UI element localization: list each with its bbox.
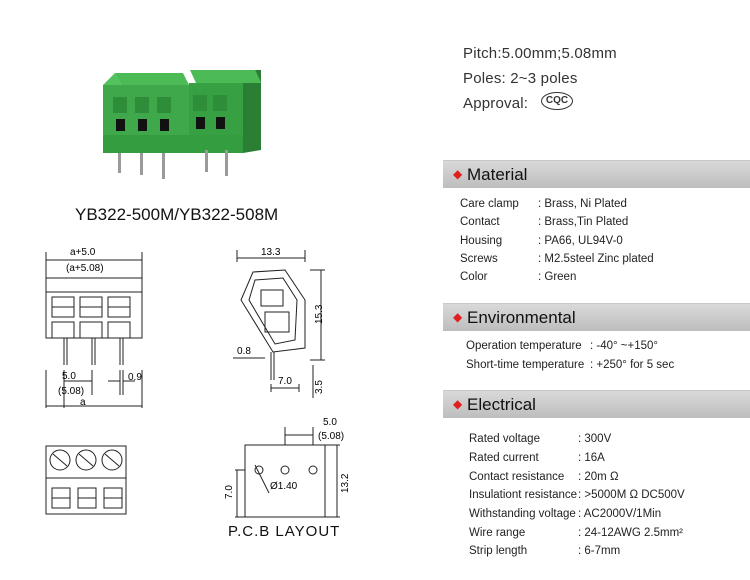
env-value-0: : -40° ~+150°	[590, 340, 659, 352]
elec-label-0: Rated voltage	[469, 433, 540, 445]
elec-value-2: : 20m Ω	[578, 471, 619, 483]
material-label-2: Housing	[460, 235, 503, 247]
environmental-header	[443, 303, 750, 331]
cqc-logo	[541, 92, 573, 110]
dim-p70: 7.0	[224, 485, 235, 499]
bullet-icon: ◆	[453, 167, 463, 181]
electrical-title: Electrical	[467, 395, 536, 414]
top-view-drawing	[40, 440, 140, 520]
dim-p508: (5.08)	[318, 431, 345, 442]
product-image	[85, 55, 275, 185]
elec-value-0: : 300V	[578, 433, 612, 445]
bullet-icon: ◆	[453, 397, 463, 411]
material-header	[443, 160, 750, 188]
pitch-spec: Pitch:5.00mm;5.08mm	[463, 45, 617, 62]
elec-value-6: : 6-7mm	[578, 545, 621, 557]
material-value-3: : M2.5steel Zinc plated	[538, 253, 654, 265]
environmental-title: Environmental	[467, 308, 576, 327]
dim-w50: 5.0	[62, 371, 76, 382]
bullet-icon: ◆	[453, 310, 463, 324]
material-label-1: Contact	[460, 216, 500, 228]
cqc-mark: CQC	[545, 95, 569, 106]
elec-label-2: Contact resistance	[469, 471, 565, 483]
material-value-1: : Brass,Tin Plated	[538, 216, 629, 228]
elec-value-5: : 24-12AWG 2.5mm²	[578, 527, 684, 539]
material-value-0: : Brass, Ni Plated	[538, 198, 627, 210]
approval-label: Approval:	[463, 95, 529, 112]
elec-value-4: : AC2000V/1Min	[578, 508, 662, 520]
pcb-layout-drawing	[215, 415, 365, 525]
pcb-layout-caption: P.C.B LAYOUT	[228, 523, 341, 540]
env-value-1: : +250° for 5 sec	[590, 359, 675, 371]
material-label-3: Screws	[460, 253, 498, 265]
material-value-2: : PA66, UL94V-0	[538, 235, 623, 247]
elec-label-6: Strip length	[469, 545, 528, 557]
dim-35: 3.5	[314, 380, 325, 394]
model-number: YB322-500M/YB322-508M	[75, 205, 279, 224]
env-label-1: Short-time temperature	[466, 359, 585, 371]
side-view-drawing	[225, 240, 340, 405]
dim-p50: 5.0	[323, 417, 337, 428]
material-label-0: Care clamp	[460, 198, 519, 210]
material-value-4: : Green	[538, 271, 577, 283]
dim-133: 13.3	[261, 247, 281, 258]
dim-09: 0.9	[128, 372, 142, 383]
dim-w508: (5.08)	[58, 386, 85, 397]
elec-value-3: : >5000M Ω DC500V	[578, 489, 685, 501]
elec-label-1: Rated current	[469, 452, 539, 464]
dim-a: a	[80, 397, 86, 408]
dim-08: 0.8	[237, 346, 251, 357]
elec-label-3: Insulationt resistance	[469, 489, 578, 501]
elec-value-1: : 16A	[578, 452, 605, 464]
material-title: Material	[467, 165, 528, 184]
dim-a508: (a+5.08)	[66, 263, 104, 274]
dim-70: 7.0	[278, 376, 292, 387]
elec-label-5: Wire range	[469, 527, 526, 539]
dim-153: 15.3	[314, 304, 325, 324]
env-label-0: Operation temperature	[466, 340, 582, 352]
material-label-4: Color	[460, 271, 488, 283]
poles-spec: Poles: 2~3 poles	[463, 70, 578, 87]
dim-phi: Ø1.40	[270, 481, 298, 492]
elec-label-4: Withstanding voltage	[469, 508, 576, 520]
electrical-header	[443, 390, 750, 418]
dim-a5: a+5.0	[70, 247, 96, 258]
dim-p132: 13.2	[340, 473, 351, 493]
front-view-drawing	[20, 240, 200, 415]
